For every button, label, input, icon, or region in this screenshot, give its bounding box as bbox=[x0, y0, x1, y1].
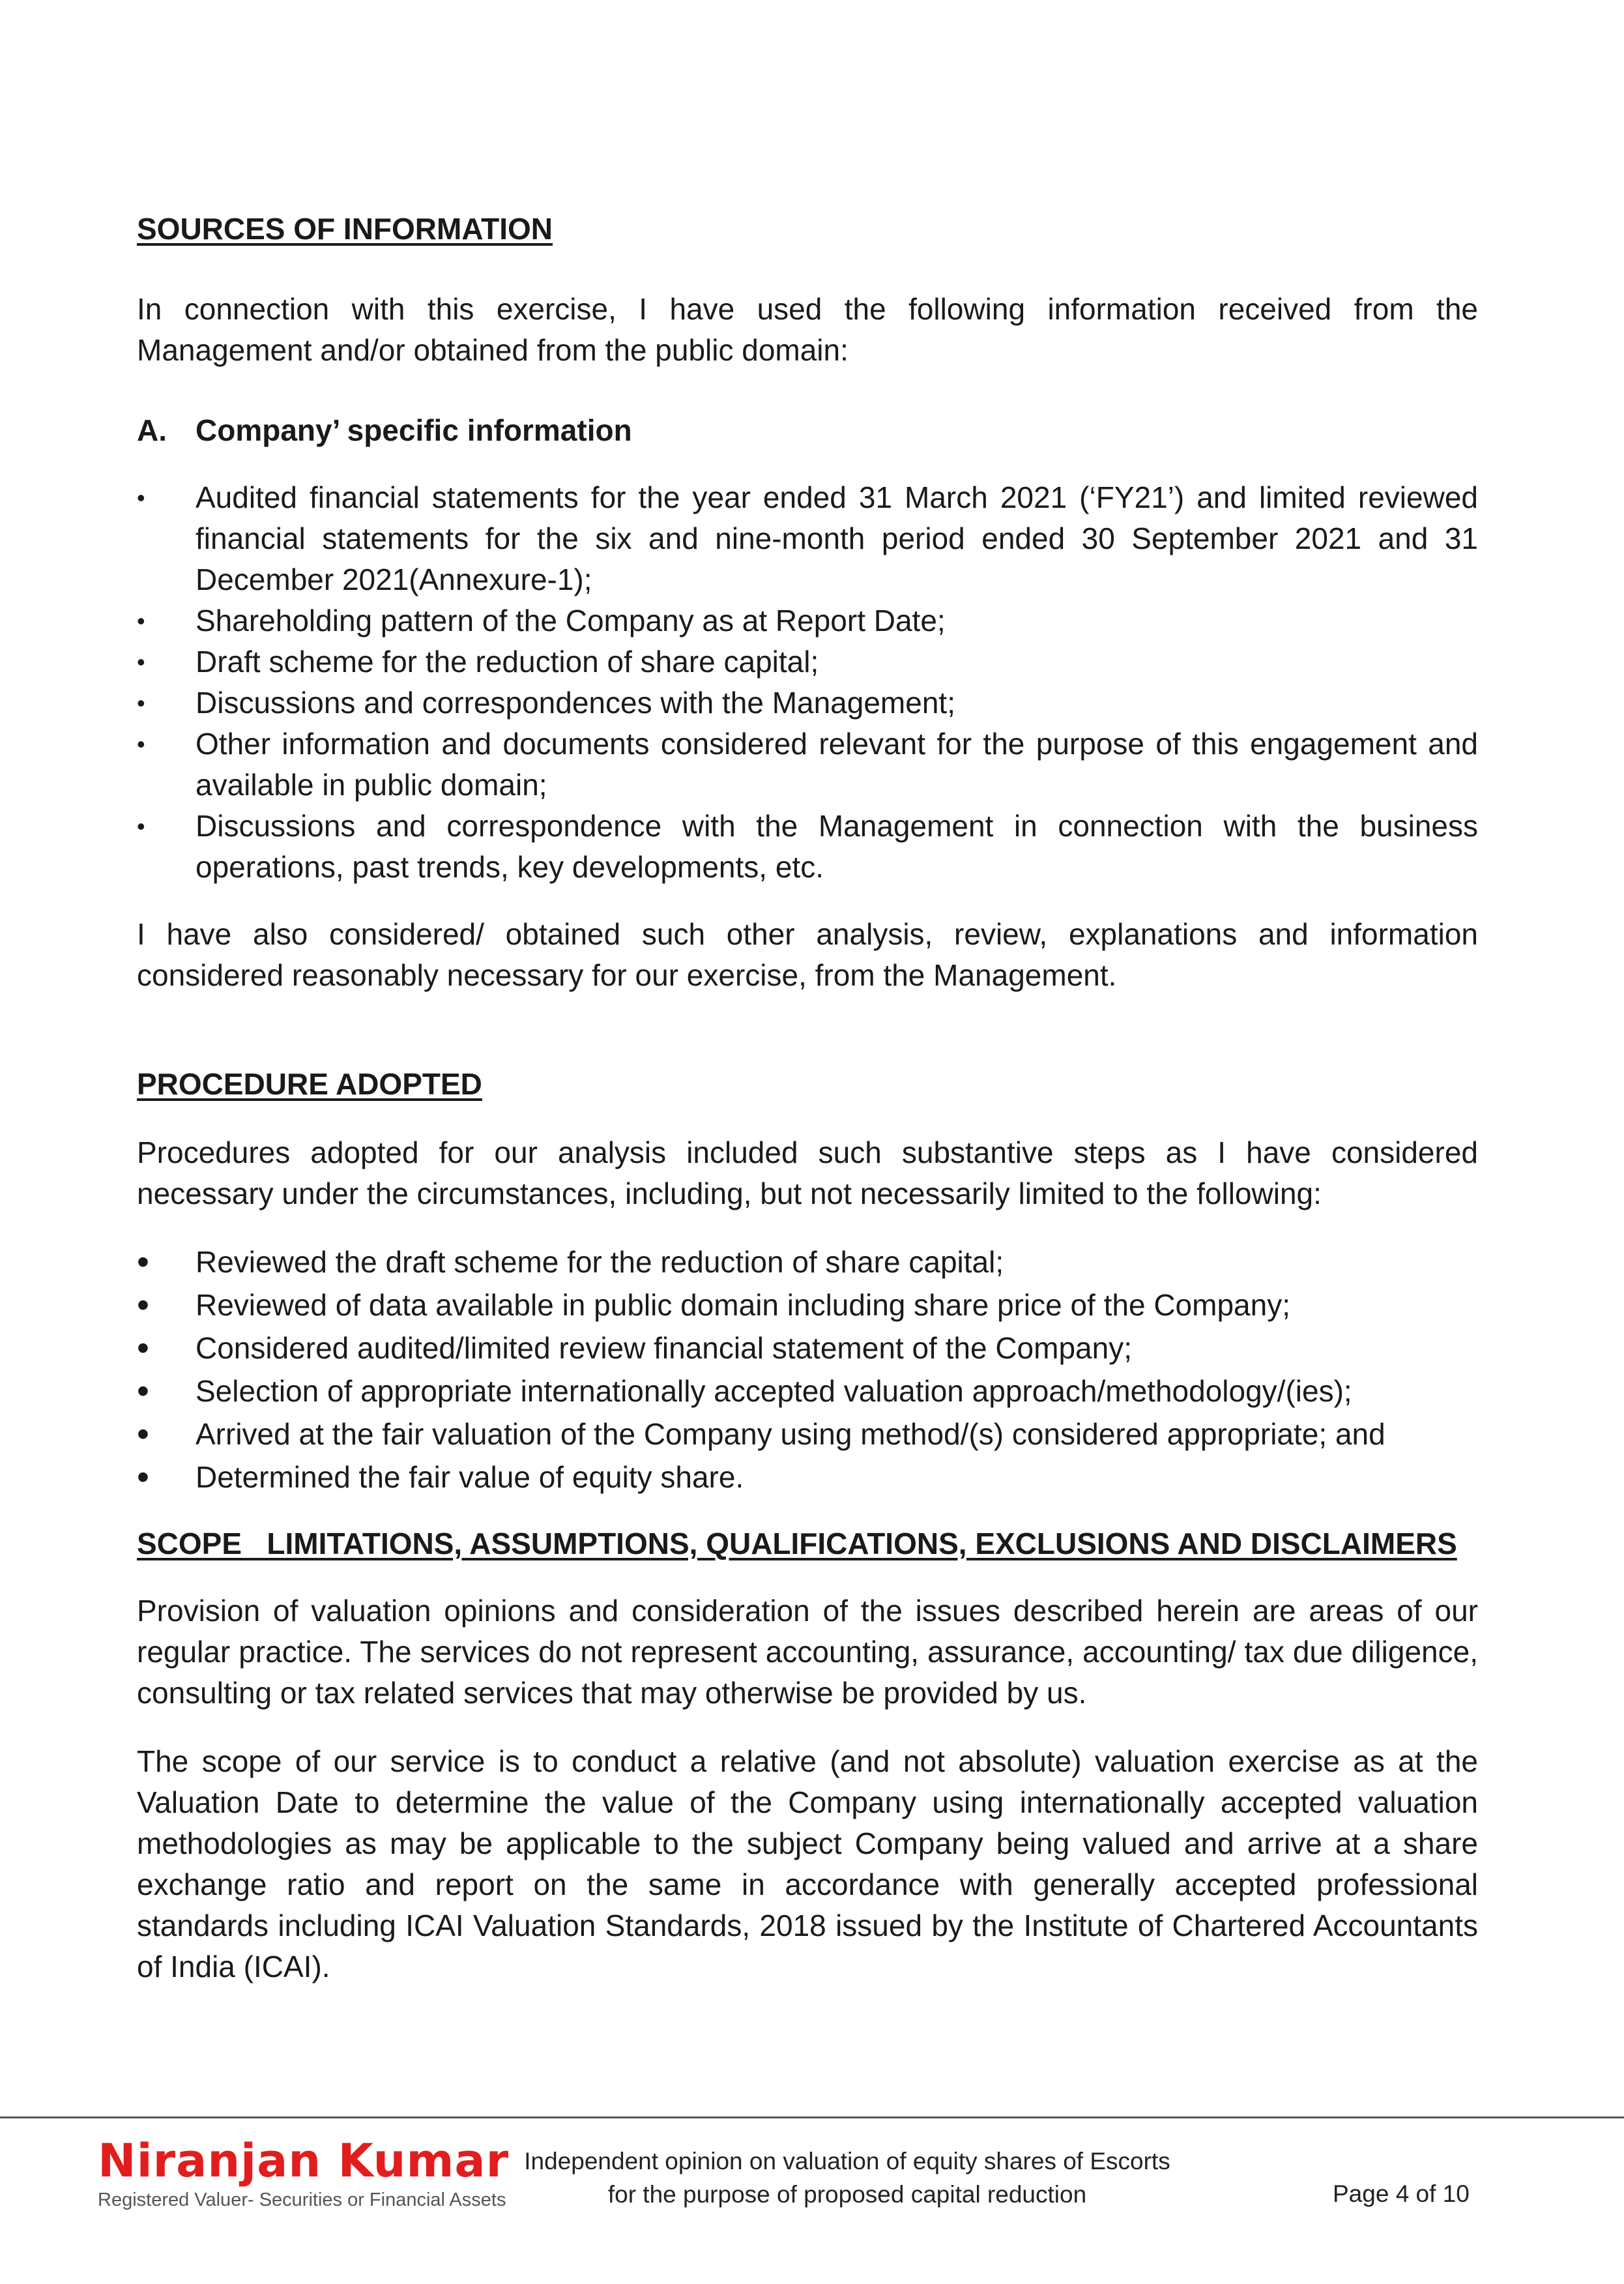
bullet-icon: • bbox=[137, 1242, 149, 1281]
list-item: • Determined the fair value of equity share. bbox=[137, 1456, 1478, 1499]
footer-brand bbox=[98, 2135, 509, 2212]
sources-heading: SOURCES OF INFORMATION bbox=[137, 212, 553, 246]
list-item: • Arrived at the fair valuation of the Company using method/(s) considered appropriate; and bbox=[137, 1413, 1478, 1456]
list-item: • Other information and documents considered relevant for the purpose of this engagement and available in public domain; bbox=[137, 724, 1478, 806]
bullet-icon: • bbox=[137, 1457, 149, 1497]
list-item: • Discussions and correspondences with the Management; bbox=[137, 682, 1478, 724]
brand-subtitle: Registered Valuer- Securities or Financial Assets bbox=[98, 2189, 506, 2210]
subheading-title: Company’ specific information bbox=[196, 413, 632, 447]
bullet-icon: • bbox=[137, 484, 145, 511]
scope-heading: SCOPE LIMITATIONS, ASSUMPTIONS, QUALIFICATIONS, EXCLUSIONS AND DISCLAIMERS bbox=[137, 1527, 1457, 1560]
footer-title-line-2: for the purpose of proposed capital reduction bbox=[607, 2181, 1087, 2208]
bullet-icon: • bbox=[137, 1371, 149, 1411]
list-item: • Reviewed the draft scheme for the reduction of share capital; bbox=[137, 1240, 1478, 1283]
bullet-icon: • bbox=[137, 690, 145, 716]
list-item: • Selection of appropriate internationally accepted valuation approach/methodology/(ies); bbox=[137, 1369, 1478, 1413]
sources-intro: In connection with this exercise, I have used the following information received from the Management and/or obtained from the public domain: bbox=[137, 292, 1478, 367]
list-item: • Discussions and correspondence with the Management in connection with the business operations, past trends, key developments, etc. bbox=[137, 806, 1478, 888]
sources-list bbox=[137, 477, 1478, 888]
bullet-icon: • bbox=[137, 608, 145, 634]
bullet-icon: • bbox=[137, 813, 145, 840]
bullet-icon: • bbox=[137, 1285, 149, 1325]
procedure-heading: PROCEDURE ADOPTED bbox=[137, 1067, 482, 1101]
bullet-icon: • bbox=[137, 731, 145, 757]
bullet-icon: • bbox=[137, 649, 145, 675]
scope-paragraph-1: Provision of valuation opinions and consideration of the issues described herein are areas of our regular practice. The services do not represent accounting, assurance, accounting/ tax due diligence, consulting or tax related services that may otherwise be provided by us. bbox=[137, 1594, 1478, 1710]
page-content bbox=[137, 209, 1478, 1987]
brand-logo-text: Niranjan Kumar bbox=[98, 2134, 510, 2188]
procedure-intro: Procedures adopted for our analysis included such substantive steps as I have considered necessary under the circumstances, including, but not necessarily limited to the following: bbox=[137, 1135, 1478, 1210]
bullet-icon: • bbox=[137, 1328, 149, 1368]
list-item: • Considered audited/limited review financial statement of the Company; bbox=[137, 1326, 1478, 1369]
subheading-letter: A. bbox=[137, 413, 167, 447]
bullet-icon: • bbox=[137, 1414, 149, 1454]
footer-title-line-1: Independent opinion on valuation of equity shares of Escorts bbox=[524, 2148, 1170, 2174]
company-info-subheading bbox=[137, 410, 1478, 451]
procedure-list bbox=[137, 1240, 1478, 1499]
footer-report-title bbox=[521, 2145, 1173, 2211]
list-item: • Shareholding pattern of the Company as at Report Date; bbox=[137, 600, 1478, 641]
list-item: • Draft scheme for the reduction of share capital; bbox=[137, 641, 1478, 682]
scope-paragraph-2: The scope of our service is to conduct a relative (and not absolute) valuation exercise as at the Valuation Date to determine the value of the Company using internationally accepted valuation methodologies as may be applicable to the subject Company being valued and arrive at a share exchange ratio and report on the same in accordance with generally accepted professional standards including ICAI Valuation Standards, 2018 issued by the Institute of Chartered Accountants of India (ICAI). bbox=[137, 1744, 1478, 1984]
footer-divider bbox=[0, 2116, 1624, 2118]
page-number: Page 4 of 10 bbox=[1333, 2180, 1470, 2207]
list-item: • Reviewed of data available in public domain including share price of the Company; bbox=[137, 1283, 1478, 1326]
sources-closing: I have also considered/ obtained such other analysis, review, explanations and information considered reasonably necessary for our exercise, from the Management. bbox=[137, 917, 1478, 992]
list-item: • Audited financial statements for the year ended 31 March 2021 (‘FY21’) and limited reviewed financial statements for the six and nine-month period ended 30 September 2021 and 31 December 2021(Annexure-1); bbox=[137, 477, 1478, 600]
